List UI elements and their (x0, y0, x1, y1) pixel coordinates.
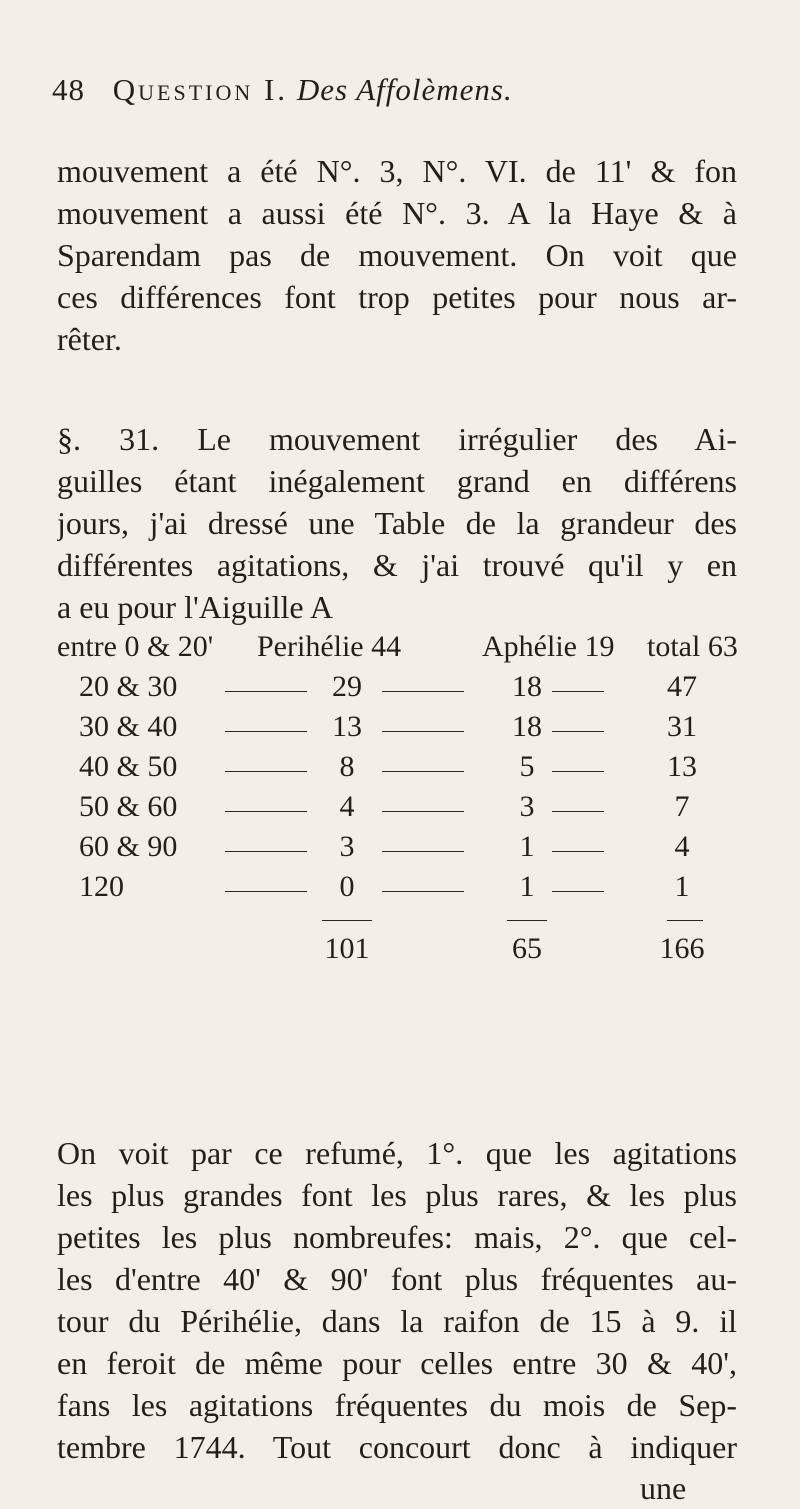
leader-dash (225, 811, 307, 812)
leader-dash (225, 851, 307, 852)
leader-dash (552, 691, 604, 692)
cell-range: 120 (79, 870, 124, 903)
text-line: a eu pour l'Aiguille A (57, 589, 333, 625)
cell-perihelie: 29 (332, 670, 362, 703)
table-row (57, 670, 747, 710)
sum-rule (322, 920, 372, 921)
section-subtitle: Des Affolèmens. (296, 72, 513, 107)
catchword: une (640, 1470, 687, 1506)
leader-dash (552, 851, 604, 852)
cell-range: 60 & 90 (79, 830, 178, 863)
leader-dash (382, 811, 464, 812)
agitation-table (57, 630, 747, 972)
paragraph-continuation (57, 150, 737, 360)
cell-aphelie: 1 (519, 830, 535, 863)
leader-dash (382, 691, 464, 692)
table-header-row (57, 630, 747, 670)
section-title: Question I. (112, 72, 289, 107)
table-header-perihelie: Perihélie 44 (257, 630, 402, 663)
table-row (57, 830, 747, 870)
text-line: différentes agitations, & j'ai trouvé qu'il y en (57, 547, 737, 583)
cell-perihelie: 3 (339, 830, 355, 863)
paragraph-section-31 (57, 418, 737, 628)
cell-total: 4 (674, 830, 690, 863)
text-line: tembre 1744. Tout concourt donc à indiquer (57, 1429, 737, 1465)
cell-perihelie: 13 (332, 710, 362, 743)
leader-dash (382, 771, 464, 772)
text-line: les plus grandes font les plus rares, & les plus (57, 1177, 737, 1213)
leader-dash (552, 771, 604, 772)
paragraph-conclusion (57, 1132, 737, 1468)
cell-perihelie: 4 (339, 790, 355, 823)
leader-dash (552, 891, 604, 892)
sum-total: 166 (659, 932, 705, 965)
table-header-aphelie: Aphélie 19 (482, 630, 615, 663)
leader-dash (382, 731, 464, 732)
cell-aphelie: 5 (519, 750, 535, 783)
leader-dash (225, 691, 307, 692)
cell-aphelie: 18 (512, 670, 542, 703)
cell-perihelie: 0 (339, 870, 355, 903)
table-header-total: total 63 (647, 630, 738, 663)
leader-dash (382, 851, 464, 852)
text-line: mouvement a été N°. 3, N°. VI. de 11' & fon (57, 153, 737, 189)
text-line: en feroit de même pour celles entre 30 & 40', (57, 1345, 737, 1381)
leader-dash (225, 891, 307, 892)
cell-total: 7 (674, 790, 690, 823)
cell-perihelie: 8 (339, 750, 355, 783)
leader-dash (225, 771, 307, 772)
leader-dash (552, 731, 604, 732)
sum-rule (667, 920, 703, 921)
text-line: ces différences font trop petites pour nous ar- (57, 279, 737, 315)
table-row (57, 790, 747, 830)
page-number: 48 (52, 72, 85, 107)
text-line: §. 31. Le mouvement irrégulier des Ai- (57, 421, 737, 457)
text-line: mouvement a aussi été N°. 3. A la Haye & à (57, 195, 737, 231)
table-row (57, 710, 747, 750)
table-header-range: entre 0 & 20' (57, 630, 214, 663)
text-line: On voit par ce refumé, 1°. que les agitations (57, 1135, 737, 1171)
cell-range: 40 & 50 (79, 750, 178, 783)
text-line: tour du Périhélie, dans la raifon de 15 à 9. il (57, 1303, 737, 1339)
text-line: Sparendam pas de mouvement. On voit que (57, 237, 737, 273)
cell-aphelie: 3 (519, 790, 535, 823)
cell-range: 30 & 40 (79, 710, 178, 743)
text-line: guilles étant inégalement grand en différens (57, 463, 737, 499)
table-sum-row (57, 932, 747, 972)
cell-total: 1 (674, 870, 690, 903)
sum-aphelie: 65 (512, 932, 542, 965)
leader-dash (552, 811, 604, 812)
leader-dash (382, 891, 464, 892)
cell-total: 13 (667, 750, 697, 783)
sum-perihelie: 101 (324, 932, 370, 965)
cell-total: 31 (667, 710, 697, 743)
table-row (57, 870, 747, 910)
text-line: jours, j'ai dressé une Table de la grandeur des (57, 505, 737, 541)
cell-aphelie: 18 (512, 710, 542, 743)
cell-total: 47 (667, 670, 697, 703)
text-line: fans les agitations fréquentes du mois de Sep- (57, 1387, 737, 1423)
sum-rule (507, 920, 547, 921)
cell-range: 50 & 60 (79, 790, 178, 823)
table-row (57, 750, 747, 790)
running-header (52, 72, 752, 108)
sum-rule-row (57, 910, 747, 932)
text-line: rêter. (57, 321, 122, 357)
text-line: les d'entre 40' & 90' font plus fréquentes au- (57, 1261, 737, 1297)
text-line: petites les plus nombreufes: mais, 2°. que cel- (57, 1219, 737, 1255)
cell-range: 20 & 30 (79, 670, 178, 703)
cell-aphelie: 1 (519, 870, 535, 903)
leader-dash (225, 731, 307, 732)
